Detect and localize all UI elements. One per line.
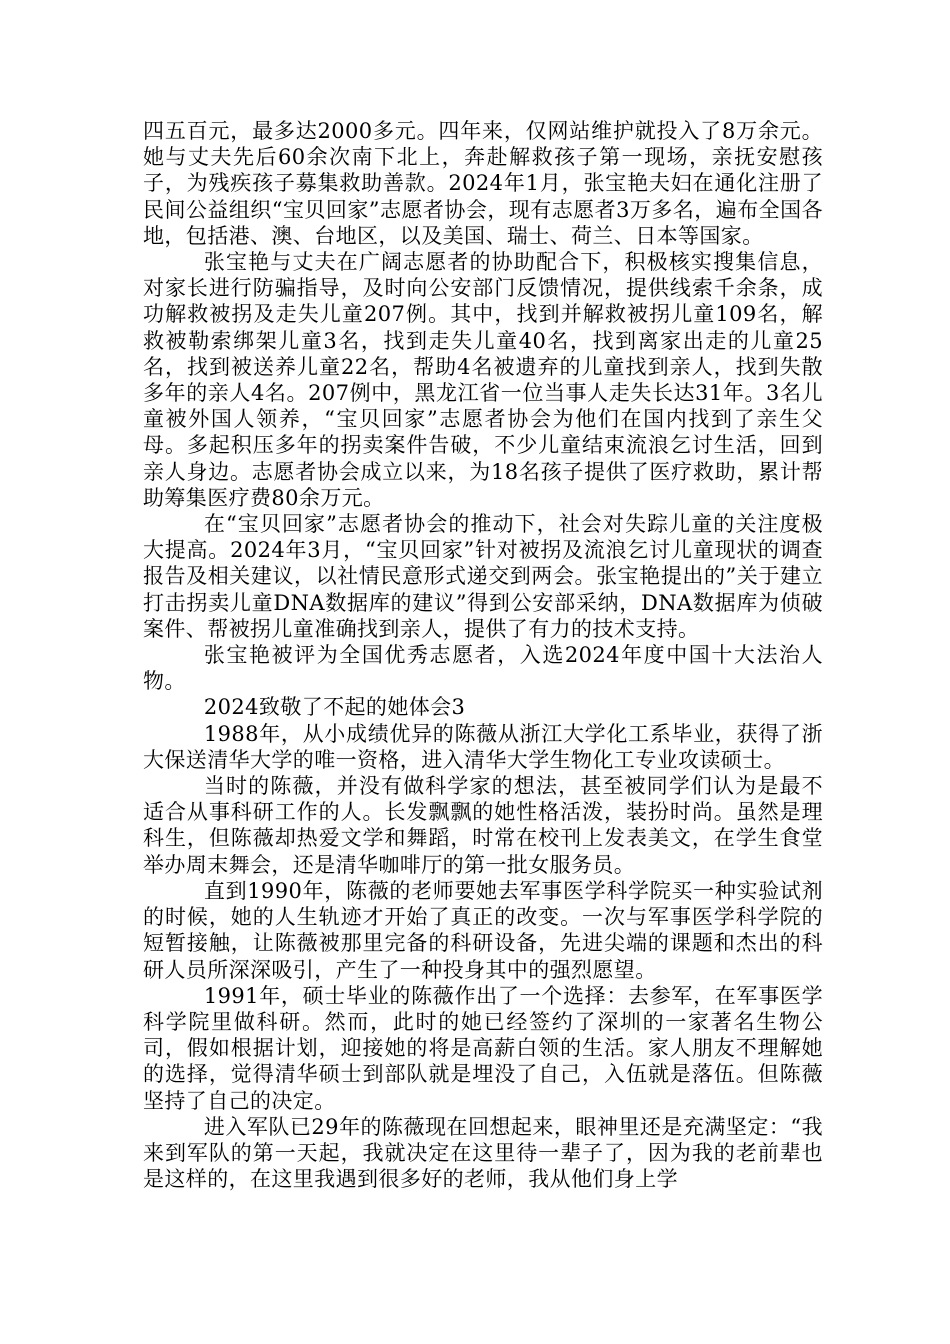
paragraph-1: 四五百元，最多达2000多元。四年来，仅网站维护就投入了8万余元。她与丈夫先后60余次南下北上，奔赴解救孩子第一现场，亲抚安慰孩子，为残疾孩子募集救助善款。2024年1月，张宝艳夫妇在通化注册了民间公益组织“宝贝回家”志愿者协会，现有志愿者3万多名，遍布全国各地，包括港、澳、台地区，以及美国、瑞士、荷兰、日本等国家。	[143, 119, 823, 248]
paragraph-4: 张宝艳被评为全国优秀志愿者，入选2024年度中国十大法治人物。	[143, 643, 823, 694]
paragraph-7: 当时的陈薇，并没有做科学家的想法，甚至被同学们认为是最不适合从事科研工作的人。长发飘飘的她性格活泼，装扮时尚。虽然是理科生，但陈薇却热爱文学和舞蹈，时常在校刊上发表美文，在学生食堂举办周末舞会，还是清华咖啡厅的第一批女服务员。	[143, 774, 823, 877]
paragraph-6: 1988年，从小成绩优异的陈薇从浙江大学化工系毕业，获得了浙大保送清华大学的唯一资格，进入清华大学生物化工专业攻读硕士。	[143, 721, 823, 772]
paragraph-8: 直到1990年，陈薇的老师要她去军事医学科学院买一种实验试剂的时候，她的人生轨迹才开始了真正的改变。一次与军事医学科学院的短暂接触，让陈薇被那里完备的科研设备，先进尖端的课题和杰出的科研人员所深深吸引，产生了一种投身其中的强烈愿望。	[143, 878, 823, 982]
paragraph-10: 进入军队已29年的陈薇现在回想起来，眼神里还是充满坚定：“我来到军队的第一天起，我就决定在这里待一辈子了，因为我的老前辈也是这样的，在这里我遇到很多好的老师，我从他们身上学	[143, 1114, 823, 1192]
paragraph-2: 张宝艳与丈夫在广阔志愿者的协助配合下，积极核实搜集信息，对家长进行防骗指导，及时向公安部门反馈情况，提供线索千余条，成功解救被拐及走失儿童207例。其中，找到并解救被拐儿童109名，解救被勒索绑架儿童3名，找到走失儿童40名，找到离家出走的儿童25名，找到被送养儿童22名，帮助4名被遗弃的儿童找到亲人，找到失散多年的亲人4名。207例中，黑龙江省一位当事人走失长达31年。3名儿童被外国人领养，“宝贝回家”志愿者协会为他们在国内找到了亲生父母。多起积压多年的拐卖案件告破，不少儿童结束流浪乞讨生活，回到亲人身边。志愿者协会成立以来，为18名孩子提供了医疗救助，累计帮助筹集医疗费80余万元。	[143, 250, 823, 510]
paragraph-3: 在“宝贝回家”志愿者协会的推动下，社会对失踪儿童的关注度极大提高。2024年3月，“宝贝回家”针对被拐及流浪乞讨儿童现状的调查报告及相关建议，以社情民意形式递交到两会。张宝艳提出的”关于建立打击拐卖儿童DNA数据库的建议”得到公安部采纳，DNA数据库为侦破案件、帮被拐儿童准确找到亲人，提供了有力的技术支持。	[143, 512, 823, 641]
paragraph-9: 1991年，硕士毕业的陈薇作出了一个选择：去参军，在军事医学科学院里做科研。然而，此时的她已经签约了深圳的一家著名生物公司，假如根据计划，迎接她的将是高薪白领的生活。家人朋友不理解她的选择，觉得清华硕士到部队就是埋没了自己，入伍就是落伍。但陈薇坚持了自己的决定。	[143, 983, 823, 1113]
document-body	[143, 118, 823, 1192]
section-heading: 2024致敬了不起的她体会3	[203, 695, 466, 720]
